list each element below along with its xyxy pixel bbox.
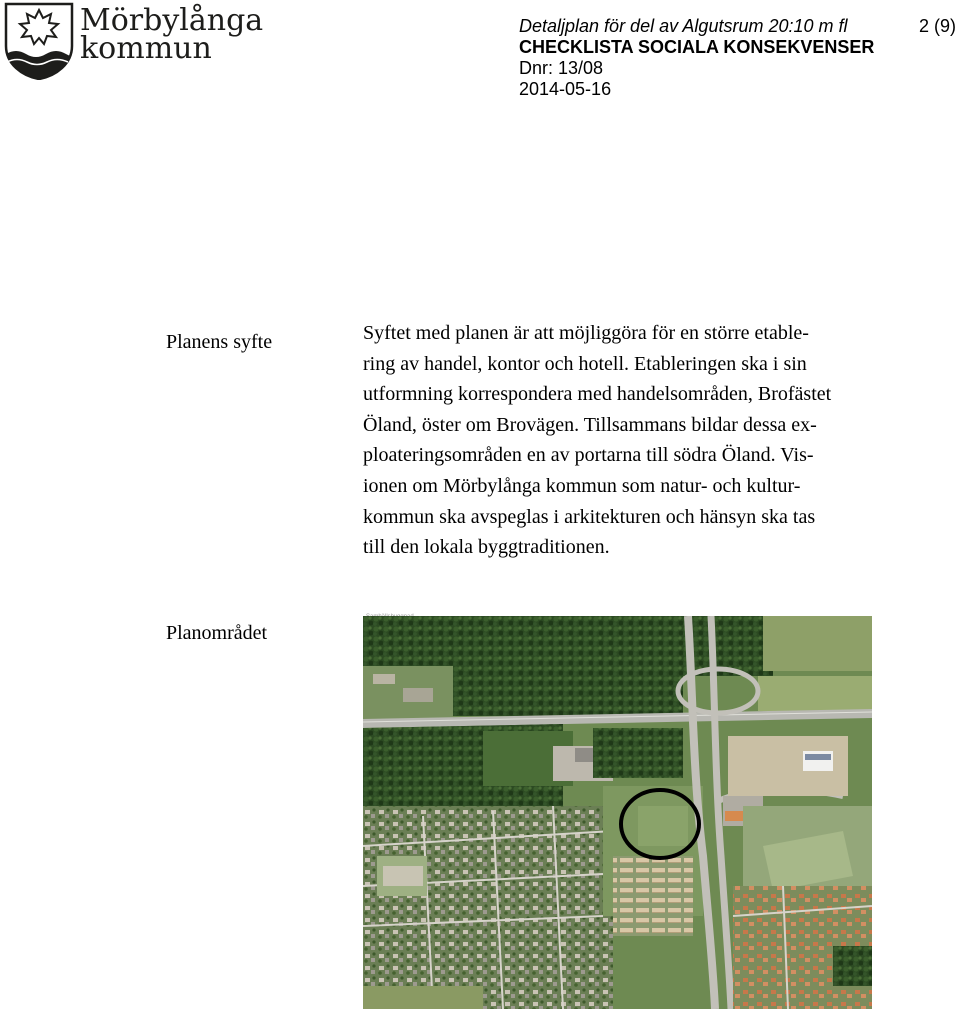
aerial-map [363,616,872,1009]
text-line: Syftet med planen är att möjliggöra för en större etable- [363,322,809,344]
logo-line-2: kommun [80,31,212,66]
text-line: ring av handel, kontor och hotell. Etableringen ska i sin [363,352,807,375]
municipality-logo [80,3,264,66]
document-header [519,16,874,100]
text-line: till den lokala byggtraditionen. [363,536,610,559]
coat-of-arms-icon [4,2,74,80]
text-line: kommun ska avspeglas i arkitekturen och hänsyn ska tas [363,505,816,528]
text-line: Öland, öster om Brovägen. Tillsammans bildar dessa ex- [363,413,817,436]
document-date: 2014-05-16 [519,79,612,99]
syfte-paragraph [363,318,883,563]
document-dnr: Dnr: 13/08 [519,58,604,78]
text-line: ionen om Mörbylånga kommun som natur- och kultur- [363,474,801,497]
text-line: utformning korrespondera med handelsområden, Brofästet [363,383,832,406]
document-subtitle: CHECKLISTA SOCIALA KONSEKVENSER [519,37,875,57]
section-label-syfte: Planens syfte [166,331,273,353]
section-label-planomradet: Planområdet [166,622,268,644]
logo-line-1: Mörbylånga [80,3,264,38]
text-line: ploateringsområden en av portarna till södra Öland. Vis- [363,444,814,467]
page-number: 2 (9) [918,16,956,36]
document-title: Detaljplan för del av Algutsrum 20:10 m fl [519,16,848,36]
